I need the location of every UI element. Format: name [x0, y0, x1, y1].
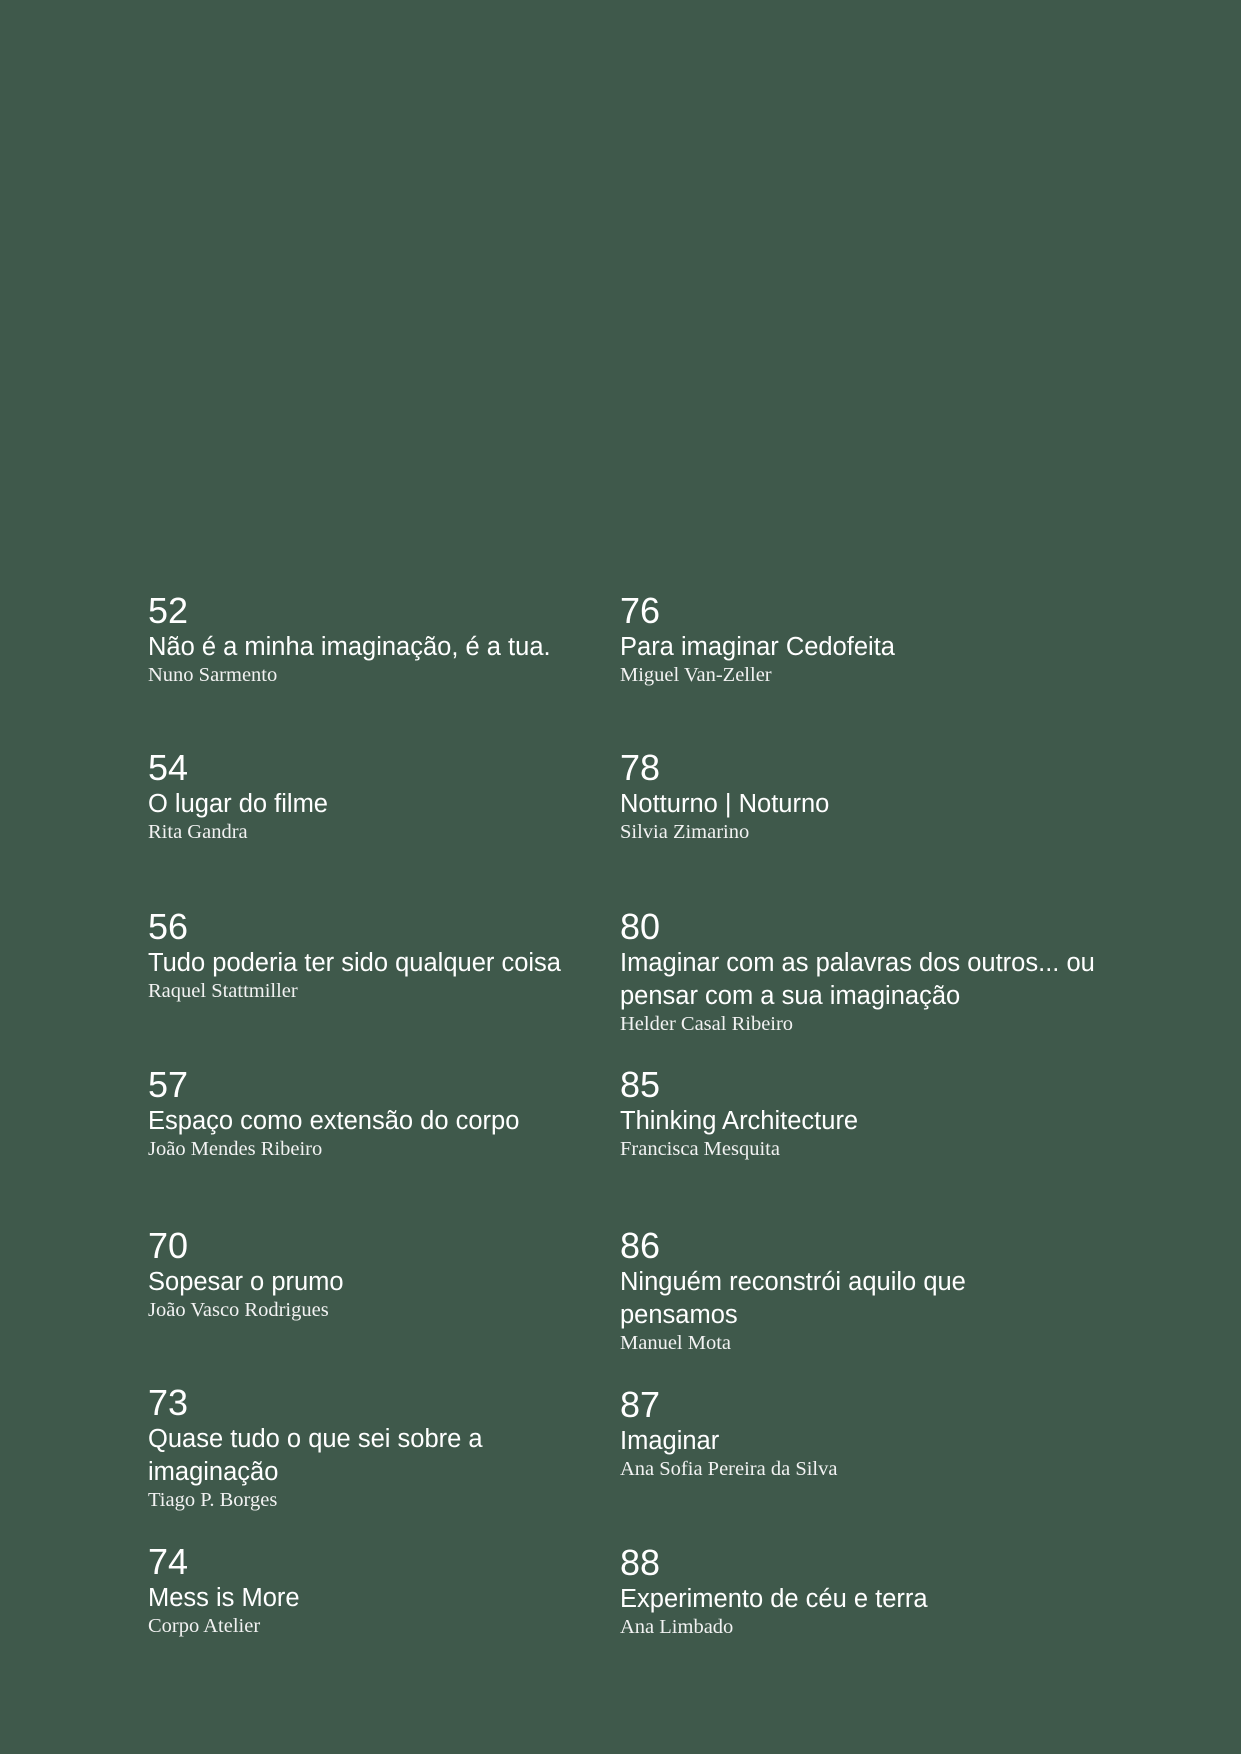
entry-title: Quase tudo o que sei sobre a imaginação	[148, 1425, 483, 1486]
page-number: 70	[148, 1225, 189, 1266]
toc-entry	[148, 1065, 598, 1160]
toc-entry	[148, 1542, 598, 1637]
page-number: 88	[620, 1542, 661, 1583]
entry-author: João Mendes Ribeiro	[148, 1138, 323, 1160]
page-number: 86	[620, 1225, 661, 1266]
page-number: 56	[148, 906, 189, 947]
page-number: 85	[620, 1064, 661, 1105]
toc-entry	[148, 1383, 548, 1511]
page-number: 87	[620, 1384, 661, 1425]
entry-title: Imaginar	[620, 1427, 720, 1455]
toc-entry	[148, 907, 598, 1002]
toc-entry	[620, 1543, 1070, 1638]
entry-author: Ana Limbado	[620, 1616, 734, 1638]
toc-entry	[620, 907, 1100, 1035]
toc-entry	[620, 1226, 1020, 1354]
entry-title: Não é a minha imaginação, é a tua.	[148, 633, 551, 661]
entry-author: Francisca Mesquita	[620, 1138, 780, 1160]
page-number: 78	[620, 747, 661, 788]
entry-title: Thinking Architecture	[620, 1107, 859, 1135]
toc-entry	[148, 748, 598, 843]
entry-author: Tiago P. Borges	[148, 1489, 278, 1511]
page-number: 74	[148, 1541, 189, 1582]
entry-author: Manuel Mota	[620, 1332, 732, 1354]
page-number: 76	[620, 590, 661, 631]
entry-title: O lugar do filme	[148, 790, 328, 818]
entry-author: Corpo Atelier	[148, 1615, 261, 1637]
page-number: 57	[148, 1064, 189, 1105]
entry-title: Para imaginar Cedofeita	[620, 633, 895, 661]
toc-entry	[620, 748, 1070, 843]
toc-entry	[620, 1065, 1070, 1160]
entry-title: Notturno | Noturno	[620, 790, 830, 818]
entry-author: Helder Casal Ribeiro	[620, 1013, 794, 1035]
toc-entry	[148, 591, 598, 686]
entry-author: Rita Gandra	[148, 821, 248, 843]
entry-author: Miguel Van-Zeller	[620, 664, 772, 686]
page-number: 52	[148, 590, 189, 631]
page-number: 73	[148, 1382, 189, 1423]
page-number: 54	[148, 747, 189, 788]
toc-entry	[620, 591, 1070, 686]
entry-title: Ninguém reconstrói aquilo que pensamos	[620, 1268, 966, 1329]
entry-title: Imaginar com as palavras dos outros... ou pensar com a sua imaginação	[620, 949, 1095, 1010]
entry-author: Raquel Stattmiller	[148, 980, 298, 1002]
entry-title: Experimento de céu e terra	[620, 1585, 928, 1613]
page-number: 80	[620, 906, 661, 947]
entry-author: João Vasco Rodrigues	[148, 1299, 329, 1321]
entry-author: Silvia Zimarino	[620, 821, 750, 843]
entry-title: Mess is More	[148, 1584, 300, 1612]
entry-title: Espaço como extensão do corpo	[148, 1107, 520, 1135]
entry-title: Sopesar o prumo	[148, 1268, 344, 1296]
entry-title: Tudo poderia ter sido qualquer coisa	[148, 949, 561, 977]
toc-entry	[620, 1385, 1070, 1480]
entry-author: Nuno Sarmento	[148, 664, 278, 686]
entry-author: Ana Sofia Pereira da Silva	[620, 1458, 838, 1480]
toc-entry	[148, 1226, 598, 1321]
